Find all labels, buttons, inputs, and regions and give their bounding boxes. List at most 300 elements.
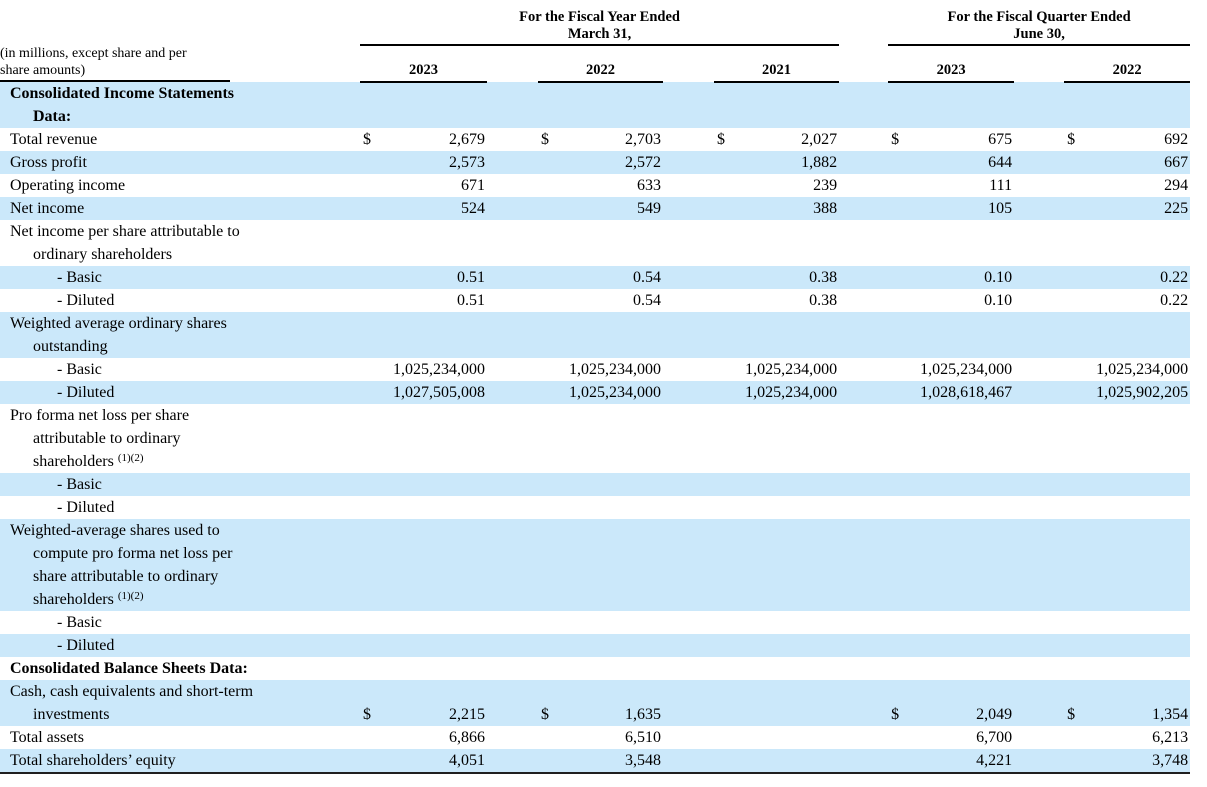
value-text: 0.54 xyxy=(633,269,661,286)
value-text xyxy=(661,657,663,680)
row-total-shareholders-equity xyxy=(0,749,1190,773)
value-text: 6,510 xyxy=(625,729,661,746)
row-label-line: Cash, cash equivalents and short-term xyxy=(10,683,254,700)
value-cell xyxy=(360,289,487,312)
value-cell xyxy=(714,381,839,404)
value-cell xyxy=(538,381,663,404)
row-net-income xyxy=(0,197,1190,220)
dollar-sign xyxy=(888,105,891,128)
value-cell xyxy=(714,634,839,657)
value-cell xyxy=(360,726,487,749)
column-gap xyxy=(839,634,888,657)
dollar-sign xyxy=(714,588,717,611)
value-cell xyxy=(888,174,1014,197)
value-text: 1,025,234,000 xyxy=(745,361,838,378)
dollar-sign xyxy=(888,634,891,657)
dollar-sign xyxy=(1064,335,1067,358)
dollar-sign xyxy=(1064,634,1067,657)
row-label-line: - Basic xyxy=(57,476,102,493)
column-gap xyxy=(487,749,538,773)
value-cell xyxy=(538,496,663,519)
value-text: 6,866 xyxy=(449,729,485,746)
row-label xyxy=(0,680,360,726)
value-cell xyxy=(360,82,487,128)
column-gap xyxy=(487,82,538,128)
value-cell xyxy=(360,680,487,726)
header-gap xyxy=(663,45,714,82)
row-label xyxy=(0,174,360,197)
row-label-line: investments xyxy=(33,706,110,723)
row-label-line: Data: xyxy=(33,108,72,125)
value-cell xyxy=(360,266,487,289)
column-gap xyxy=(487,358,538,381)
dollar-sign xyxy=(888,335,891,358)
value-text xyxy=(661,335,663,358)
value-text: 239 xyxy=(813,177,838,194)
dollar-sign xyxy=(538,634,541,657)
value-text: 692 xyxy=(1164,131,1189,148)
column-gap xyxy=(839,749,888,773)
dollar-sign xyxy=(714,266,717,289)
row-label xyxy=(0,197,360,220)
value-text xyxy=(485,243,487,266)
column-gap xyxy=(487,381,538,404)
column-gap xyxy=(663,749,714,773)
value-cell xyxy=(538,404,663,473)
dollar-sign: $ xyxy=(891,131,900,148)
dollar-sign xyxy=(888,496,891,519)
column-gap xyxy=(1014,151,1064,174)
value-cell xyxy=(538,358,663,381)
column-gap xyxy=(1014,266,1064,289)
value-cell xyxy=(1064,128,1190,151)
value-text xyxy=(837,749,839,772)
value-text: 2,049 xyxy=(976,706,1013,723)
column-gap xyxy=(487,174,538,197)
dollar-sign xyxy=(1064,611,1067,634)
value-text: 2,703 xyxy=(625,131,661,148)
value-cell xyxy=(360,220,487,266)
dollar-sign: $ xyxy=(363,131,371,148)
value-cell xyxy=(538,473,663,496)
value-cell xyxy=(714,82,839,128)
value-text xyxy=(1188,105,1190,128)
row-label-line: - Diluted xyxy=(57,499,115,516)
dollar-sign xyxy=(1064,289,1067,312)
column-gap xyxy=(839,496,888,519)
value-text xyxy=(1012,634,1014,657)
value-cell xyxy=(538,726,663,749)
value-cell xyxy=(1064,381,1190,404)
fiscal-quarter-title-line2: June 30, xyxy=(1013,26,1065,42)
row-label-line: attributable to ordinary xyxy=(33,430,181,447)
header-year-row xyxy=(0,45,1190,82)
col-header-q-2022: 2022 xyxy=(1064,45,1190,82)
dollar-sign xyxy=(538,657,541,680)
dollar-sign xyxy=(360,611,363,634)
value-text xyxy=(837,450,839,473)
value-text xyxy=(485,611,487,634)
value-text: 1,025,234,000 xyxy=(569,361,661,378)
column-gap xyxy=(839,519,888,611)
row-label xyxy=(0,473,360,496)
row-basic xyxy=(0,358,1190,381)
dollar-sign xyxy=(888,657,891,680)
dollar-sign xyxy=(538,289,541,312)
value-text: 0.51 xyxy=(457,292,485,309)
fiscal-quarter-group-header xyxy=(888,4,1190,45)
dollar-sign xyxy=(714,726,717,749)
value-text xyxy=(485,657,487,680)
value-text xyxy=(1012,611,1014,634)
row-cash-cash-equivalents-and-short-term xyxy=(0,680,1190,726)
dollar-sign xyxy=(888,266,891,289)
dollar-sign xyxy=(714,174,717,197)
row-pro-forma-net-loss-per-share xyxy=(0,404,1190,473)
column-gap xyxy=(1014,381,1064,404)
column-gap xyxy=(663,151,714,174)
row-label-line: compute pro forma net loss per xyxy=(33,545,233,562)
column-gap xyxy=(663,381,714,404)
value-text: 0.51 xyxy=(457,269,485,286)
column-gap xyxy=(663,634,714,657)
value-text xyxy=(661,634,663,657)
value-cell xyxy=(360,634,487,657)
row-label-line: shareholders $^{(1)(2)}$ xyxy=(33,452,144,470)
column-gap xyxy=(1014,611,1064,634)
column-gap xyxy=(663,680,714,726)
dollar-sign xyxy=(1064,657,1067,680)
dollar-sign xyxy=(714,634,717,657)
dollar-sign xyxy=(360,335,363,358)
value-cell xyxy=(360,312,487,358)
dollar-sign xyxy=(888,174,891,197)
dollar-sign xyxy=(714,657,717,680)
row-label-line: - Diluted xyxy=(57,637,115,654)
dollar-sign xyxy=(888,243,891,266)
dollar-sign xyxy=(888,726,891,749)
row-label-line: Gross profit xyxy=(10,154,87,171)
value-text: 0.54 xyxy=(633,292,661,309)
value-text: 0.22 xyxy=(1160,292,1189,309)
column-gap xyxy=(839,82,888,128)
column-gap xyxy=(487,266,538,289)
value-text xyxy=(837,496,839,519)
dollar-sign: $ xyxy=(541,131,549,148)
value-text: 0.10 xyxy=(984,269,1013,286)
column-gap xyxy=(663,312,714,358)
value-cell xyxy=(1064,611,1190,634)
value-cell xyxy=(1064,473,1190,496)
dollar-sign xyxy=(360,381,363,404)
column-gap xyxy=(839,611,888,634)
value-cell xyxy=(714,473,839,496)
column-gap xyxy=(487,197,538,220)
dollar-sign xyxy=(1064,358,1067,381)
value-cell xyxy=(538,634,663,657)
value-text: 111 xyxy=(989,177,1013,194)
fiscal-year-title-line2: March 31, xyxy=(567,26,632,42)
value-cell xyxy=(360,496,487,519)
value-cell xyxy=(888,82,1014,128)
value-text xyxy=(485,473,487,496)
value-text: 1,635 xyxy=(625,706,661,723)
value-text xyxy=(1188,450,1190,473)
column-gap xyxy=(487,496,538,519)
column-gap xyxy=(1014,519,1064,611)
row-label xyxy=(0,358,360,381)
dollar-sign xyxy=(538,335,541,358)
dollar-sign xyxy=(1064,266,1067,289)
fiscal-quarter-title-line1: For the Fiscal Quarter Ended xyxy=(947,9,1131,25)
row-total-revenue xyxy=(0,128,1190,151)
column-gap xyxy=(839,312,888,358)
col-header-fy-2023: 2023 xyxy=(360,45,487,82)
value-cell xyxy=(888,634,1014,657)
row-label-line: - Diluted xyxy=(57,292,115,309)
dollar-sign: $ xyxy=(891,706,900,723)
value-cell xyxy=(714,358,839,381)
value-cell xyxy=(1064,289,1190,312)
value-cell xyxy=(1064,726,1190,749)
column-gap xyxy=(663,220,714,266)
row-label-line: - Basic xyxy=(57,614,102,631)
value-text xyxy=(837,105,839,128)
dollar-sign: $ xyxy=(363,706,371,723)
header-corner xyxy=(0,4,360,45)
value-cell xyxy=(1064,197,1190,220)
dollar-sign xyxy=(888,358,891,381)
column-gap xyxy=(663,82,714,128)
value-cell xyxy=(538,611,663,634)
value-cell xyxy=(888,197,1014,220)
value-cell xyxy=(888,220,1014,266)
row-label xyxy=(0,82,360,128)
value-cell xyxy=(1064,220,1190,266)
dollar-sign xyxy=(538,174,541,197)
value-cell xyxy=(714,496,839,519)
value-text: 294 xyxy=(1164,177,1189,194)
value-cell xyxy=(1064,266,1190,289)
dollar-sign xyxy=(360,358,363,381)
column-gap xyxy=(839,404,888,473)
row-label xyxy=(0,312,360,358)
row-diluted xyxy=(0,496,1190,519)
value-cell xyxy=(360,519,487,611)
fiscal-year-group-header xyxy=(360,4,839,45)
dollar-sign xyxy=(888,588,891,611)
footnote-superscript: (1)(2) xyxy=(117,452,144,464)
row-consolidated-balance-sheets-data xyxy=(0,657,1190,680)
value-cell xyxy=(360,197,487,220)
value-cell xyxy=(360,151,487,174)
dollar-sign xyxy=(888,197,891,220)
column-gap xyxy=(663,174,714,197)
value-cell xyxy=(538,519,663,611)
column-gap xyxy=(1014,174,1064,197)
row-weighted-average-ordinary-shares xyxy=(0,312,1190,358)
value-text: 2,572 xyxy=(625,154,661,171)
value-cell xyxy=(714,726,839,749)
value-cell xyxy=(714,174,839,197)
dollar-sign xyxy=(538,496,541,519)
value-text xyxy=(837,726,839,749)
value-cell xyxy=(360,381,487,404)
header-gap xyxy=(1014,45,1064,82)
value-text xyxy=(485,588,487,611)
value-cell xyxy=(1064,151,1190,174)
column-gap xyxy=(663,289,714,312)
dollar-sign xyxy=(360,197,363,220)
value-cell xyxy=(714,151,839,174)
dollar-sign xyxy=(714,703,717,726)
row-label-line: - Basic xyxy=(57,269,102,286)
col-header-fy-2022: 2022 xyxy=(538,45,663,82)
value-text xyxy=(1012,496,1014,519)
value-text: 1,028,618,467 xyxy=(920,384,1013,401)
column-gap xyxy=(839,657,888,680)
column-gap xyxy=(839,726,888,749)
column-gap xyxy=(487,726,538,749)
row-label xyxy=(0,266,360,289)
dollar-sign xyxy=(538,151,541,174)
column-gap xyxy=(487,151,538,174)
dollar-sign xyxy=(360,496,363,519)
row-label-line: Weighted average ordinary shares xyxy=(10,315,227,332)
column-gap xyxy=(839,174,888,197)
dollar-sign xyxy=(538,105,541,128)
dollar-sign xyxy=(538,749,541,772)
dollar-sign xyxy=(1064,450,1067,473)
dollar-sign xyxy=(714,450,717,473)
value-text: 671 xyxy=(461,177,485,194)
dollar-sign xyxy=(360,726,363,749)
table-head xyxy=(0,4,1190,82)
dollar-sign xyxy=(888,450,891,473)
column-gap xyxy=(839,220,888,266)
column-gap xyxy=(663,358,714,381)
value-cell xyxy=(360,358,487,381)
value-text: 2,679 xyxy=(449,131,485,148)
value-cell xyxy=(888,381,1014,404)
column-gap xyxy=(663,197,714,220)
dollar-sign xyxy=(360,450,363,473)
value-cell xyxy=(888,289,1014,312)
dollar-sign xyxy=(714,151,717,174)
value-cell xyxy=(1064,82,1190,128)
row-label xyxy=(0,611,360,634)
row-label-line: - Diluted xyxy=(57,384,115,401)
dollar-sign xyxy=(1064,473,1067,496)
row-consolidated-income-statements xyxy=(0,82,1190,128)
value-cell xyxy=(888,726,1014,749)
dollar-sign xyxy=(360,243,363,266)
column-gap xyxy=(839,197,888,220)
value-text: 633 xyxy=(637,177,661,194)
value-text xyxy=(1012,105,1014,128)
row-label xyxy=(0,519,360,611)
fiscal-year-title-line1: For the Fiscal Year Ended xyxy=(519,9,680,25)
row-weighted-average-shares-used-to xyxy=(0,519,1190,611)
value-cell xyxy=(714,266,839,289)
row-label-line: Net income xyxy=(10,200,85,217)
dollar-sign xyxy=(360,289,363,312)
dollar-sign xyxy=(360,151,363,174)
value-text xyxy=(837,657,839,680)
value-text: 105 xyxy=(988,200,1013,217)
dollar-sign xyxy=(714,358,717,381)
value-cell xyxy=(538,128,663,151)
column-gap xyxy=(1014,680,1064,726)
value-cell xyxy=(360,404,487,473)
dollar-sign xyxy=(538,381,541,404)
value-text: 2,215 xyxy=(449,706,485,723)
value-cell xyxy=(1064,312,1190,358)
value-text: 2,027 xyxy=(801,131,838,148)
value-cell xyxy=(538,657,663,680)
value-cell xyxy=(538,289,663,312)
column-gap xyxy=(487,128,538,151)
value-cell xyxy=(888,473,1014,496)
dollar-sign xyxy=(360,749,363,772)
header-gap xyxy=(839,4,888,45)
value-text: 0.38 xyxy=(809,269,838,286)
column-gap xyxy=(839,289,888,312)
value-cell xyxy=(538,82,663,128)
value-cell xyxy=(888,128,1014,151)
value-cell xyxy=(888,358,1014,381)
value-cell xyxy=(1064,519,1190,611)
value-cell xyxy=(714,657,839,680)
row-label-line: Weighted-average shares used to xyxy=(10,522,220,539)
column-gap xyxy=(487,289,538,312)
value-text xyxy=(1012,588,1014,611)
row-label xyxy=(0,726,360,749)
column-gap xyxy=(487,634,538,657)
column-gap xyxy=(487,473,538,496)
value-cell xyxy=(888,657,1014,680)
dollar-sign xyxy=(714,105,717,128)
value-cell xyxy=(538,151,663,174)
value-cell xyxy=(888,496,1014,519)
value-cell xyxy=(538,680,663,726)
value-cell xyxy=(1064,174,1190,197)
dollar-sign xyxy=(538,588,541,611)
row-label xyxy=(0,381,360,404)
column-gap xyxy=(1014,82,1064,128)
value-text: 1,025,234,000 xyxy=(920,361,1013,378)
dollar-sign xyxy=(360,266,363,289)
dollar-sign xyxy=(1064,749,1067,772)
value-text xyxy=(837,473,839,496)
value-cell xyxy=(888,151,1014,174)
dollar-sign xyxy=(888,611,891,634)
row-total-assets xyxy=(0,726,1190,749)
dollar-sign: $ xyxy=(1067,131,1076,148)
dollar-sign xyxy=(1064,588,1067,611)
value-text xyxy=(837,611,839,634)
column-gap xyxy=(1014,749,1064,773)
dollar-sign xyxy=(1064,381,1067,404)
dollar-sign xyxy=(360,588,363,611)
value-text: 6,700 xyxy=(976,729,1013,746)
column-gap xyxy=(1014,128,1064,151)
value-text xyxy=(837,634,839,657)
value-cell xyxy=(360,128,487,151)
column-gap xyxy=(839,151,888,174)
value-text xyxy=(1188,634,1190,657)
value-cell xyxy=(1064,680,1190,726)
